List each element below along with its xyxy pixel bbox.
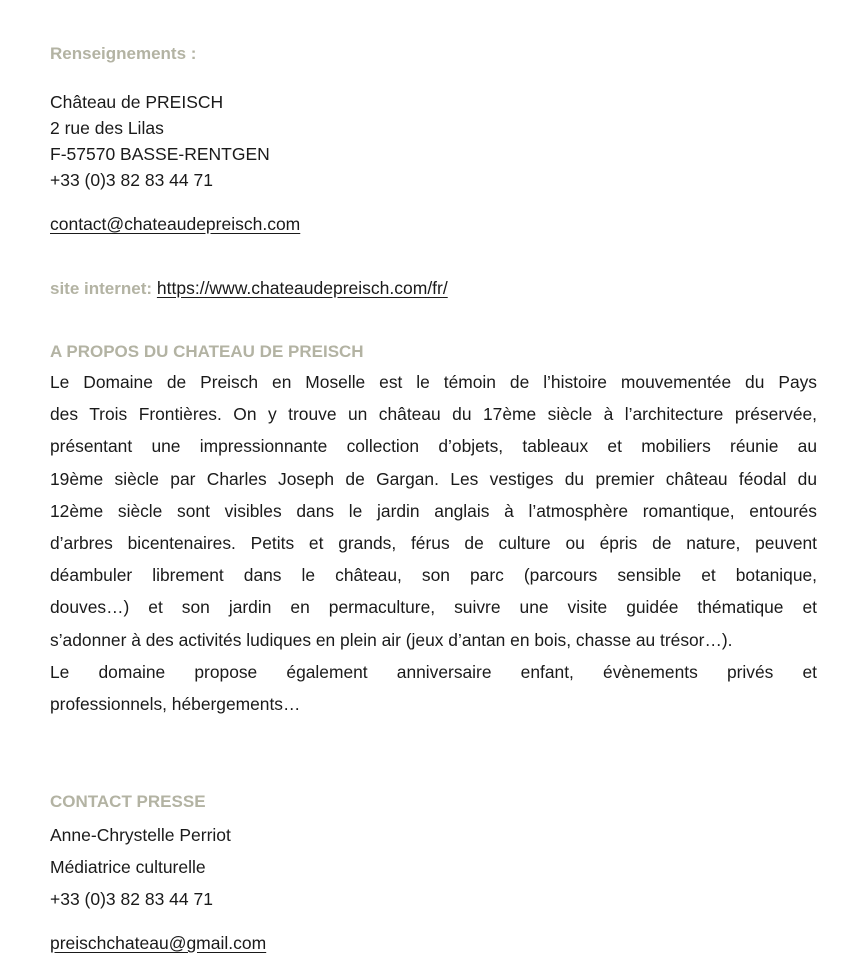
address-line-city: F-57570 BASSE-RENTGEN <box>50 144 270 164</box>
press-role: Médiatrice culturelle <box>50 857 206 877</box>
press-phone: +33 (0)3 82 83 44 71 <box>50 889 213 909</box>
website-row <box>50 275 448 302</box>
address-line-name: Château de PREISCH <box>50 92 224 112</box>
info-heading: Renseignements : <box>50 44 197 63</box>
about-line: Le domaine propose également anniversaire enfant, évènements privés et <box>50 661 817 682</box>
about-heading: A PROPOS DU CHATEAU DE PREISCH <box>50 342 364 361</box>
about-line: 12ème siècle sont visibles dans le jardin anglais à l’atmosphère romantique, entourés <box>50 500 817 521</box>
website-label: site internet: <box>50 279 153 298</box>
about-line: professionnels, hébergements… <box>50 694 301 715</box>
press-name: Anne-Chrystelle Perriot <box>50 825 231 845</box>
press-heading: CONTACT PRESSE <box>50 792 206 811</box>
about-line: douves…) et son jardin en permaculture, suivre une visite guidée thématique et <box>50 597 817 618</box>
about-line: Le Domaine de Preisch en Moselle est le témoin de l’histoire mouvementée du Pays <box>50 372 817 392</box>
about-line: déambuler librement dans le château, son parc (parcours sensible et botanique, <box>50 565 817 586</box>
about-line: présentant une impressionnante collection d’objets, tableaux et mobiliers réunie au <box>50 436 817 457</box>
website-link[interactable]: https://www.chateaudepreisch.com/fr/ <box>156 278 448 298</box>
about-paragraph <box>50 366 817 720</box>
contact-email-link[interactable]: contact@chateaudepreisch.com <box>50 214 301 234</box>
about-line: des Trois Frontières. On y trouve un château du 17ème siècle à l’architecture préservée, <box>50 404 817 425</box>
address-line-phone: +33 (0)3 82 83 44 71 <box>50 170 213 190</box>
press-email-link[interactable]: preischchateau@gmail.com <box>50 933 267 953</box>
address-line-street: 2 rue des Lilas <box>50 118 164 138</box>
about-line: 19ème siècle par Charles Joseph de Gargan. Les vestiges du premier château féodal du <box>50 468 817 489</box>
about-line: s’adonner à des activités ludiques en plein air (jeux d’antan en bois, chasse au trésor…). <box>50 629 733 650</box>
about-line: d’arbres bicentenaires. Petits et grands, férus de culture ou épris de nature, peuvent <box>50 533 817 554</box>
